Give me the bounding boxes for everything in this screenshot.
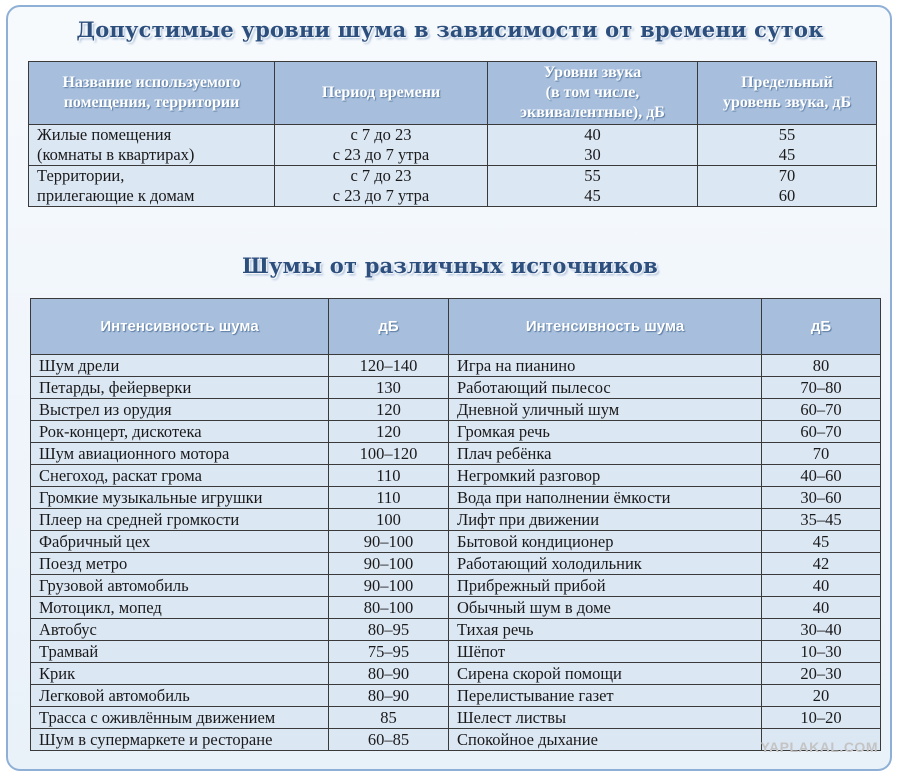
header-line: Период времени <box>321 84 441 101</box>
cell-db-right: 10–30 <box>762 641 881 663</box>
cell-line: прилегающие к домам <box>37 186 195 205</box>
cell-db-right: 20–30 <box>762 663 881 685</box>
cell-db-left: 130 <box>329 377 449 399</box>
cell-db-left: 90–100 <box>329 531 449 553</box>
cell-source-left: Громкие музыкальные игрушки <box>31 487 329 509</box>
cell-source-left: Легковой автомобиль <box>31 685 329 707</box>
cell-source-left: Выстрел из орудия <box>31 399 329 421</box>
cell-level <box>488 125 698 166</box>
cell-db-right: 35–45 <box>762 509 881 531</box>
cell-line: 55 <box>778 125 796 144</box>
table-row <box>31 619 881 641</box>
cell-db-right: 10–20 <box>762 707 881 729</box>
cell-source-left: Рок-концерт, дискотека <box>31 421 329 443</box>
header-line: Уровни звука <box>543 64 642 81</box>
cell-source-right: Бытовой кондиционер <box>449 531 762 553</box>
cell-max-level <box>698 166 877 207</box>
cell-line: Жилые помещения <box>37 125 172 144</box>
table-row <box>31 575 881 597</box>
watermark-logo: YAPLAKAL.COM <box>760 739 878 755</box>
table-row <box>31 729 881 751</box>
cell-db-right: 30–60 <box>762 487 881 509</box>
cell-db-right: 45 <box>762 531 881 553</box>
cell-source-left: Трамвай <box>31 641 329 663</box>
cell-db-left: 60–85 <box>329 729 449 751</box>
cell-db-left: 120 <box>329 399 449 421</box>
header-place <box>29 62 275 125</box>
cell-db-right: 60–70 <box>762 399 881 421</box>
header-period <box>275 62 488 125</box>
header-line: уровень звука, дБ <box>722 94 852 111</box>
cell-source-left: Плеер на средней громкости <box>31 509 329 531</box>
title-noise-sources: Шумы от различных источников <box>242 253 658 278</box>
cell-source-right: Шёпот <box>449 641 762 663</box>
table-row <box>31 685 881 707</box>
cell-db-left: 80–95 <box>329 619 449 641</box>
cell-period <box>275 125 488 166</box>
header-db-right: дБ <box>762 299 881 355</box>
cell-db-left: 80–90 <box>329 663 449 685</box>
header-level <box>488 62 698 125</box>
header-line: (в том числе, <box>545 84 640 101</box>
cell-source-right: Спокойное дыхание <box>449 729 762 751</box>
cell-db-right: 40 <box>762 575 881 597</box>
cell-source-left: Автобус <box>31 619 329 641</box>
table-row <box>31 487 881 509</box>
cell-source-left: Крик <box>31 663 329 685</box>
cell-source-left: Грузовой автомобиль <box>31 575 329 597</box>
cell-level <box>488 166 698 207</box>
cell-line: 45 <box>778 145 796 164</box>
header-line: Предельный <box>741 74 833 91</box>
cell-source-left: Шум дрели <box>31 355 329 377</box>
table1-header-row <box>29 62 877 125</box>
cell-db-left: 110 <box>329 465 449 487</box>
cell-source-right: Негромкий разговор <box>449 465 762 487</box>
cell-place <box>29 166 275 207</box>
table-row <box>31 421 881 443</box>
table2-header-row <box>31 299 881 355</box>
cell-source-right: Лифт при движении <box>449 509 762 531</box>
cell-db-left: 110 <box>329 487 449 509</box>
cell-db-left: 120–140 <box>329 355 449 377</box>
cell-source-right: Громкая речь <box>449 421 762 443</box>
cell-source-right: Вода при наполнении ёмкости <box>449 487 762 509</box>
table-row <box>31 641 881 663</box>
table2-body <box>31 355 881 751</box>
cell-line: с 23 до 7 утра <box>332 145 430 164</box>
cell-line: с 23 до 7 утра <box>332 186 430 205</box>
cell-line: Территории, <box>37 166 125 185</box>
cell-source-right: Игра на пианино <box>449 355 762 377</box>
table-row <box>31 531 881 553</box>
cell-place <box>29 125 275 166</box>
cell-db-right: 40–60 <box>762 465 881 487</box>
cell-line: с 7 до 23 <box>350 166 412 185</box>
cell-db-right: 70–80 <box>762 377 881 399</box>
cell-db-right: 60–70 <box>762 421 881 443</box>
cell-max-level <box>698 125 877 166</box>
cell-line: 60 <box>778 186 796 205</box>
cell-line: 40 <box>584 125 601 144</box>
header-intensity-right: Интенсивность шума <box>449 299 762 355</box>
cell-db-left: 120 <box>329 421 449 443</box>
cell-db-left: 100–120 <box>329 443 449 465</box>
cell-db-left: 100 <box>329 509 449 531</box>
cell-source-left: Петарды, фейерверки <box>31 377 329 399</box>
header-line: помещения, территории <box>63 94 240 111</box>
header-intensity-left: Интенсивность шума <box>31 299 329 355</box>
cell-db-left: 80–90 <box>329 685 449 707</box>
cell-db-left: 80–100 <box>329 597 449 619</box>
cell-line: 70 <box>778 166 796 185</box>
cell-db-right: 70 <box>762 443 881 465</box>
cell-db-right: 20 <box>762 685 881 707</box>
table-row <box>31 663 881 685</box>
table-row <box>31 443 881 465</box>
cell-source-left: Шум авиационного мотора <box>31 443 329 465</box>
header-db-left: дБ <box>329 299 449 355</box>
table-row <box>31 399 881 421</box>
cell-source-left: Поезд метро <box>31 553 329 575</box>
cell-line: 45 <box>584 186 601 205</box>
cell-db-left: 90–100 <box>329 575 449 597</box>
cell-db-left: 90–100 <box>329 553 449 575</box>
table-row <box>31 509 881 531</box>
cell-source-right: Плач ребёнка <box>449 443 762 465</box>
cell-db-right: 30–40 <box>762 619 881 641</box>
cell-line: с 7 до 23 <box>350 125 412 144</box>
table-row <box>31 597 881 619</box>
cell-source-right: Работающий холодильник <box>449 553 762 575</box>
cell-db-left: 85 <box>329 707 449 729</box>
cell-source-left: Фабричный цех <box>31 531 329 553</box>
table-row <box>31 465 881 487</box>
cell-source-right: Обычный шум в доме <box>449 597 762 619</box>
table-row <box>29 125 877 166</box>
header-max-level <box>698 62 877 125</box>
cell-source-right: Сирена скорой помощи <box>449 663 762 685</box>
table-noise-sources <box>30 298 881 751</box>
header-line: Название используемого <box>62 74 241 91</box>
cell-source-right: Шелест листвы <box>449 707 762 729</box>
cell-db-right: 40 <box>762 597 881 619</box>
cell-source-left: Трасса с оживлённым движением <box>31 707 329 729</box>
cell-db-left: 75–95 <box>329 641 449 663</box>
cell-source-left: Мотоцикл, мопед <box>31 597 329 619</box>
cell-line: 55 <box>584 166 601 185</box>
table-row <box>31 355 881 377</box>
cell-db-right: 42 <box>762 553 881 575</box>
cell-db-right: 80 <box>762 355 881 377</box>
cell-source-left: Снегоход, раскат грома <box>31 465 329 487</box>
cell-source-left: Шум в супермаркете и ресторане <box>31 729 329 751</box>
cell-period <box>275 166 488 207</box>
cell-line: 30 <box>584 145 601 164</box>
table-row <box>31 553 881 575</box>
table-allowed-noise-levels <box>28 61 877 207</box>
cell-source-right: Прибрежный прибой <box>449 575 762 597</box>
header-line: эквивалентные), дБ <box>520 104 665 121</box>
cell-source-right: Тихая речь <box>449 619 762 641</box>
cell-line: (комнаты в квартирах) <box>37 145 195 164</box>
table-row <box>31 707 881 729</box>
table-row <box>31 377 881 399</box>
table-row <box>29 166 877 207</box>
cell-source-right: Перелистывание газет <box>449 685 762 707</box>
cell-source-right: Дневной уличный шум <box>449 399 762 421</box>
title-noise-levels: Допустимые уровни шума в зависимости от времени суток <box>76 17 824 42</box>
cell-source-right: Работающий пылесос <box>449 377 762 399</box>
